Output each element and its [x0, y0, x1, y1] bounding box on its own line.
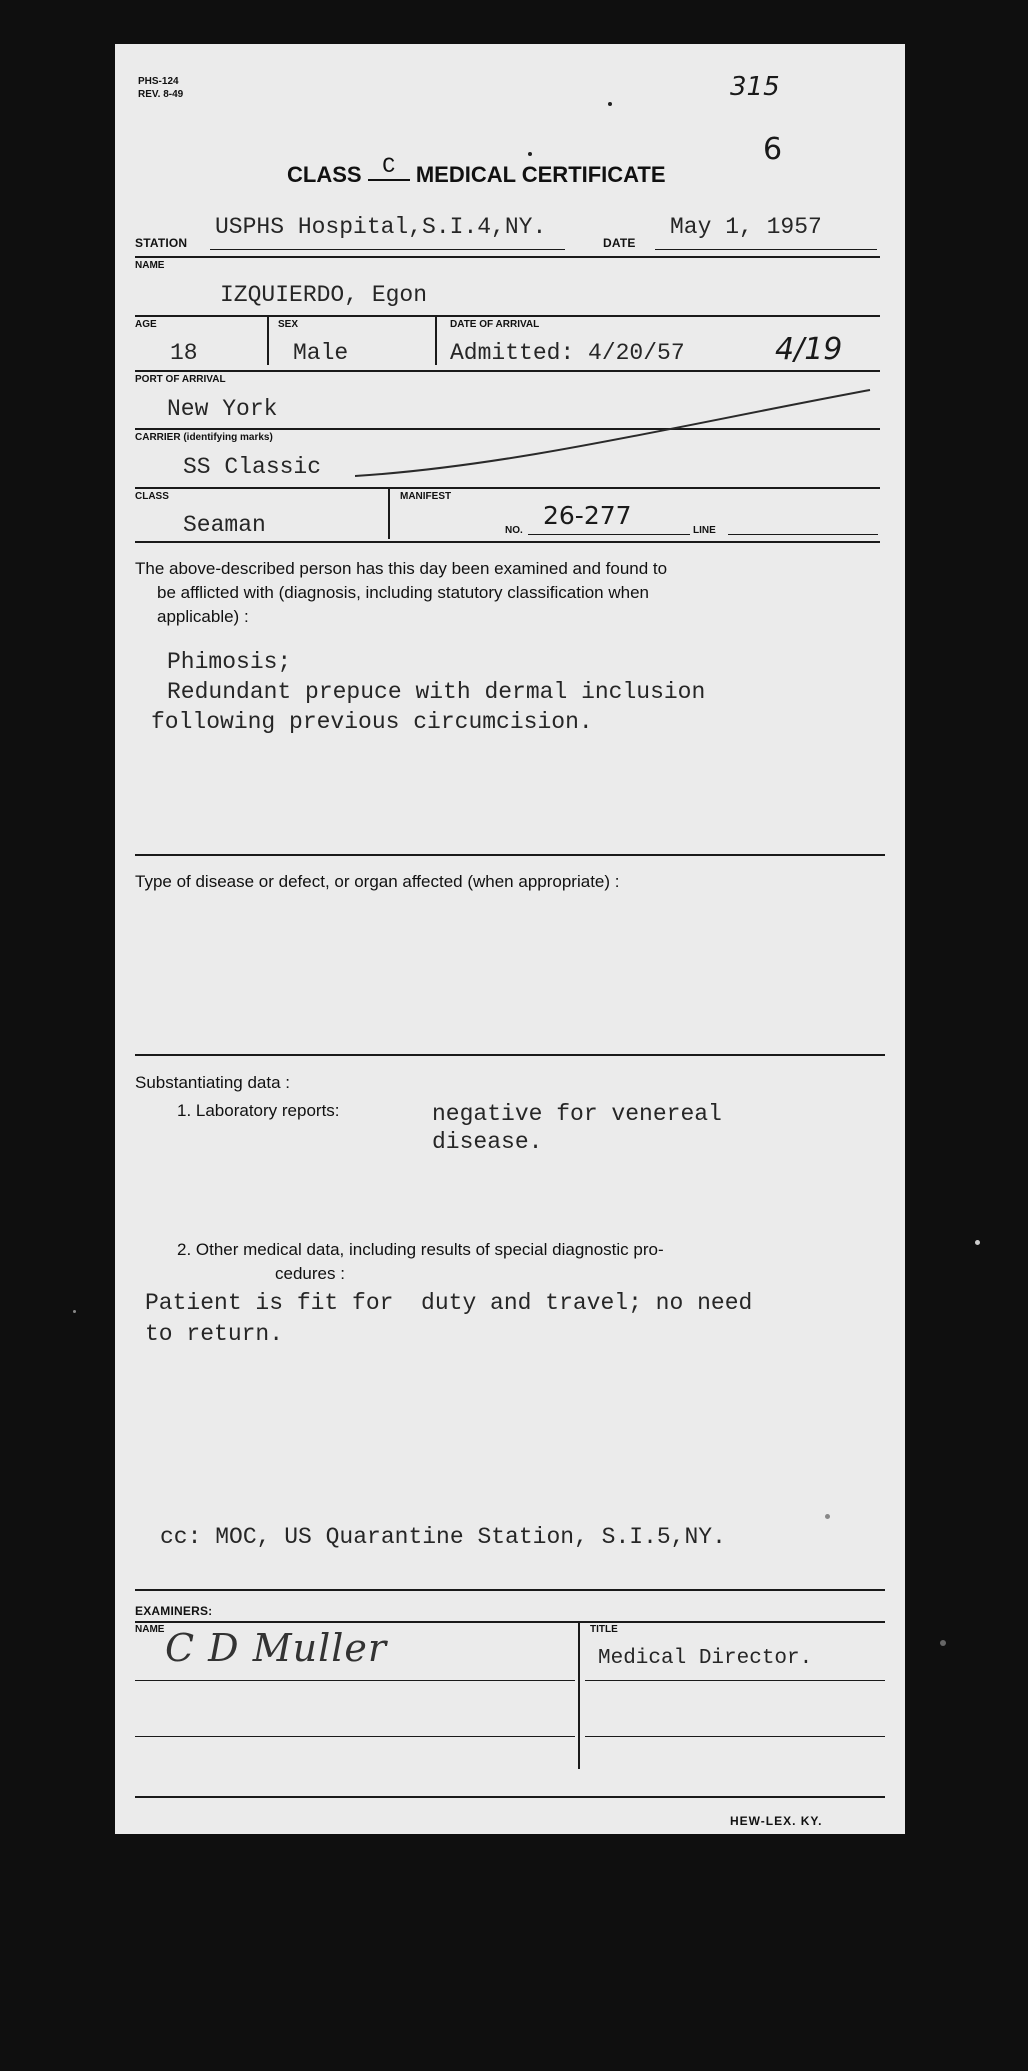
diagnosis-line-2: Redundant prepuce with dermal inclusion — [167, 679, 706, 705]
cc-line: cc: MOC, US Quarantine Station, S.I.5,NY. — [160, 1524, 726, 1550]
title-class-word: CLASS — [287, 162, 362, 187]
background-speck — [975, 1240, 980, 1245]
diagnosis-line-3: following previous circumcision. — [151, 709, 593, 735]
background-speck — [73, 1310, 76, 1313]
diagnosis-intro-3: applicable) : — [157, 607, 249, 626]
carrier-value: SS Classic — [183, 454, 322, 480]
lab-reports-label: 1. Laboratory reports: — [177, 1101, 340, 1120]
diagnosis-intro-2: be afflicted with (diagnosis, including statutory classification when — [157, 583, 650, 602]
sex-label: SEX — [278, 319, 299, 330]
title-class-value: C — [368, 154, 410, 181]
examiner-title-value: Medical Director. — [598, 1647, 813, 1670]
date-label: DATE — [603, 236, 636, 250]
station-value: USPHS Hospital,S.I.4,NY. — [215, 214, 547, 240]
examiner-name-label: NAME — [135, 1624, 165, 1635]
lab-reports-value-2: disease. — [432, 1129, 543, 1155]
port-label: PORT OF ARRIVAL — [135, 374, 226, 385]
form-revision: REV. 8-49 — [138, 89, 184, 100]
arrival-label: DATE OF ARRIVAL — [450, 319, 540, 330]
arrival-handwritten-date: 4/19 — [775, 332, 843, 367]
disease-type-label: Type of disease or defect, or organ affected (when appropriate) : — [135, 872, 620, 891]
arrival-value: Admitted: 4/20/57 — [450, 340, 685, 366]
manifest-no-label: NO. — [505, 525, 523, 536]
sex-value: Male — [293, 340, 349, 366]
corner-handwritten-number-2: 6 — [763, 132, 783, 167]
form-title — [287, 154, 666, 191]
title-rest: MEDICAL CERTIFICATE — [415, 162, 666, 187]
name-value: IZQUIERDO, Egon — [220, 282, 428, 308]
other-data-label-2: cedures : — [275, 1264, 345, 1283]
examiner-title-label: TITLE — [590, 1624, 618, 1635]
ink-mark — [825, 1514, 830, 1519]
printer-mark: HEW-LEX. KY. — [730, 1814, 823, 1828]
other-data-label-1: 2. Other medical data, including results of special diagnostic pro- — [177, 1240, 664, 1259]
carrier-strike-line — [355, 384, 875, 484]
medical-certificate-form — [115, 44, 905, 1834]
age-value: 18 — [170, 340, 198, 366]
manifest-label: MANIFEST — [400, 491, 452, 502]
other-data-value-2: to return. — [145, 1321, 284, 1347]
manifest-no-value: 26-277 — [543, 501, 632, 530]
lab-reports-value-1: negative for venereal — [432, 1101, 722, 1127]
examiners-label: EXAMINERS: — [135, 1604, 213, 1618]
form-code: PHS-124 — [138, 76, 179, 87]
other-data-value-1: Patient is fit for duty and travel; no need — [145, 1290, 753, 1316]
line-label: LINE — [693, 525, 716, 536]
port-value: New York — [167, 396, 278, 422]
substantiating-label: Substantiating data : — [135, 1073, 291, 1092]
date-value: May 1, 1957 — [670, 214, 822, 240]
diagnosis-intro-1: The above-described person has this day been examined and found to — [135, 559, 668, 578]
ink-mark — [528, 152, 532, 156]
name-label: NAME — [135, 260, 165, 271]
ink-mark — [608, 102, 612, 106]
station-label: STATION — [135, 236, 188, 250]
diagnosis-line-1: Phimosis; — [167, 649, 292, 675]
corner-handwritten-number: 315 — [730, 72, 780, 102]
examiner-signature: C D Muller — [165, 1626, 388, 1670]
class-value: Seaman — [183, 512, 266, 538]
background-speck — [940, 1640, 946, 1646]
class-label: CLASS — [135, 491, 169, 502]
age-label: AGE — [135, 319, 157, 330]
carrier-label: CARRIER (identifying marks) — [135, 432, 273, 443]
